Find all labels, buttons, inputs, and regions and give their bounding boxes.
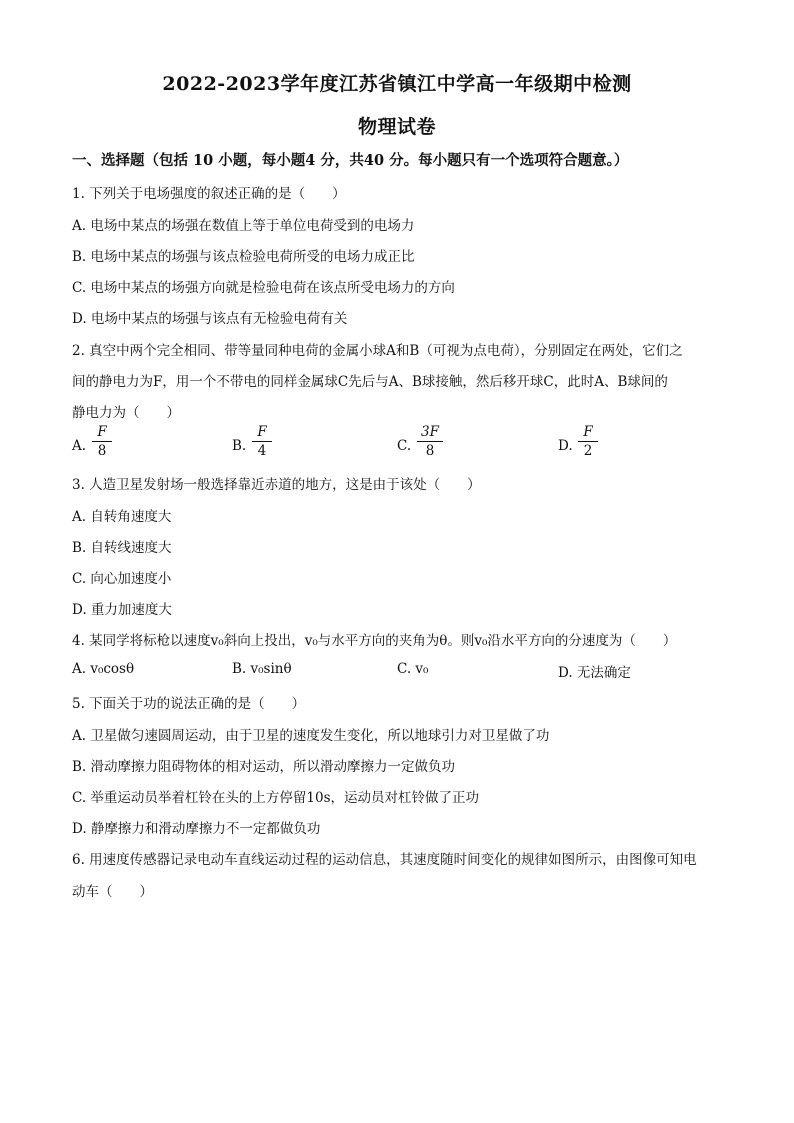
q2-option-c-denominator: 8: [425, 443, 435, 459]
fraction-bar: [252, 441, 272, 442]
q3-option-a: A. 自转角速度大: [72, 509, 172, 525]
q2-option-d-fraction: [578, 424, 598, 459]
q2-option-c-fraction: [417, 424, 443, 459]
q1-option-a: A. 电场中某点的场强在数值上等于单位电荷受到的电场力: [72, 218, 415, 234]
exam-title: 2022-2023学年度江苏省镇江中学高一年级期中检测: [162, 73, 632, 95]
fraction-bar: [417, 441, 443, 442]
q1-option-d: D. 电场中某点的场强与该点有无检验电荷有关: [72, 311, 348, 327]
q2-option-d-label: D.: [558, 438, 573, 454]
q2-stem-line3: 静电力为（ ）: [72, 405, 180, 421]
q2-option-c-label: C.: [397, 438, 412, 454]
q4-option-a: A. v₀cosθ: [72, 661, 135, 677]
q6-stem-line2: 动车（ ）: [72, 884, 153, 900]
q4-option-c: C. v₀: [397, 661, 429, 677]
q2-option-d-numerator: F: [583, 424, 593, 440]
q2-option-c-numerator: 3F: [421, 424, 439, 440]
fraction-bar: [92, 441, 112, 442]
q5-option-b: B. 滑动摩擦力阻碍物体的相对运动，所以滑动摩擦力一定做负功: [72, 759, 456, 775]
section-heading: 一、选择题（包括 10 小题，每小题4 分，共40 分。每小题只有一个选项符合题意。）: [72, 152, 629, 169]
q2-option-b-denominator: 4: [257, 443, 267, 459]
q3-option-c: C. 向心加速度小: [72, 571, 172, 587]
q3-option-b: B. 自转线速度大: [72, 540, 172, 556]
q2-option-b-numerator: F: [257, 424, 267, 440]
q5-option-a: A. 卫星做匀速圆周运动，由于卫星的速度发生变化，所以地球引力对卫星做了功: [72, 728, 550, 744]
q4-option-d: D. 无法确定: [558, 665, 631, 681]
q5-stem: 5. 下面关于功的说法正确的是（ ）: [72, 696, 306, 712]
q4-stem: 4. 某同学将标枪以速度v₀斜向上投出，v₀与水平方向的夹角为θ。则v₀沿水平方向的分速度为（ ）: [72, 633, 677, 649]
q5-option-c: C. 举重运动员举着杠铃在头的上方停留10s，运动员对杠铃做了正功: [72, 790, 480, 806]
q3-option-d: D. 重力加速度大: [72, 602, 172, 618]
q2-option-a-numerator: F: [97, 424, 107, 440]
fraction-bar: [578, 441, 598, 442]
q2-option-a-denominator: 8: [97, 443, 107, 459]
q2-option-b-fraction: [252, 424, 272, 459]
q2-stem-line2: 间的静电力为F，用一个不带电的同样金属球C先后与A、B球接触，然后移开球C，此时A、B球间的: [72, 374, 668, 390]
q3-stem: 3. 人造卫星发射场一般选择靠近赤道的地方，这是由于该处（ ）: [72, 477, 481, 493]
q1-stem: 1. 下列关于电场强度的叙述正确的是（ ）: [72, 186, 346, 202]
q4-option-b: B. v₀sinθ: [232, 661, 292, 677]
q2-option-b-label: B.: [232, 438, 247, 454]
q1-option-c: C. 电场中某点的场强方向就是检验电荷在该点所受电场力的方向: [72, 280, 455, 296]
q2-option-d-denominator: 2: [583, 443, 593, 459]
q2-stem-line1: 2. 真空中两个完全相同、带等量同种电荷的金属小球A和B（可视为点电荷），分别固定在两处，它们之: [72, 343, 683, 359]
q2-option-a-label: A.: [72, 438, 87, 454]
q5-option-d: D. 静摩擦力和滑动摩擦力不一定都做负功: [72, 821, 321, 837]
exam-subtitle: 物理试卷: [357, 116, 436, 138]
q1-option-b: B. 电场中某点的场强与该点检验电荷所受的电场力成正比: [72, 249, 415, 265]
q2-option-a-fraction: [92, 424, 112, 459]
q6-stem-line1: 6. 用速度传感器记录电动车直线运动过程的运动信息，其速度随时间变化的规律如图所示，由图像可知电: [72, 852, 697, 868]
